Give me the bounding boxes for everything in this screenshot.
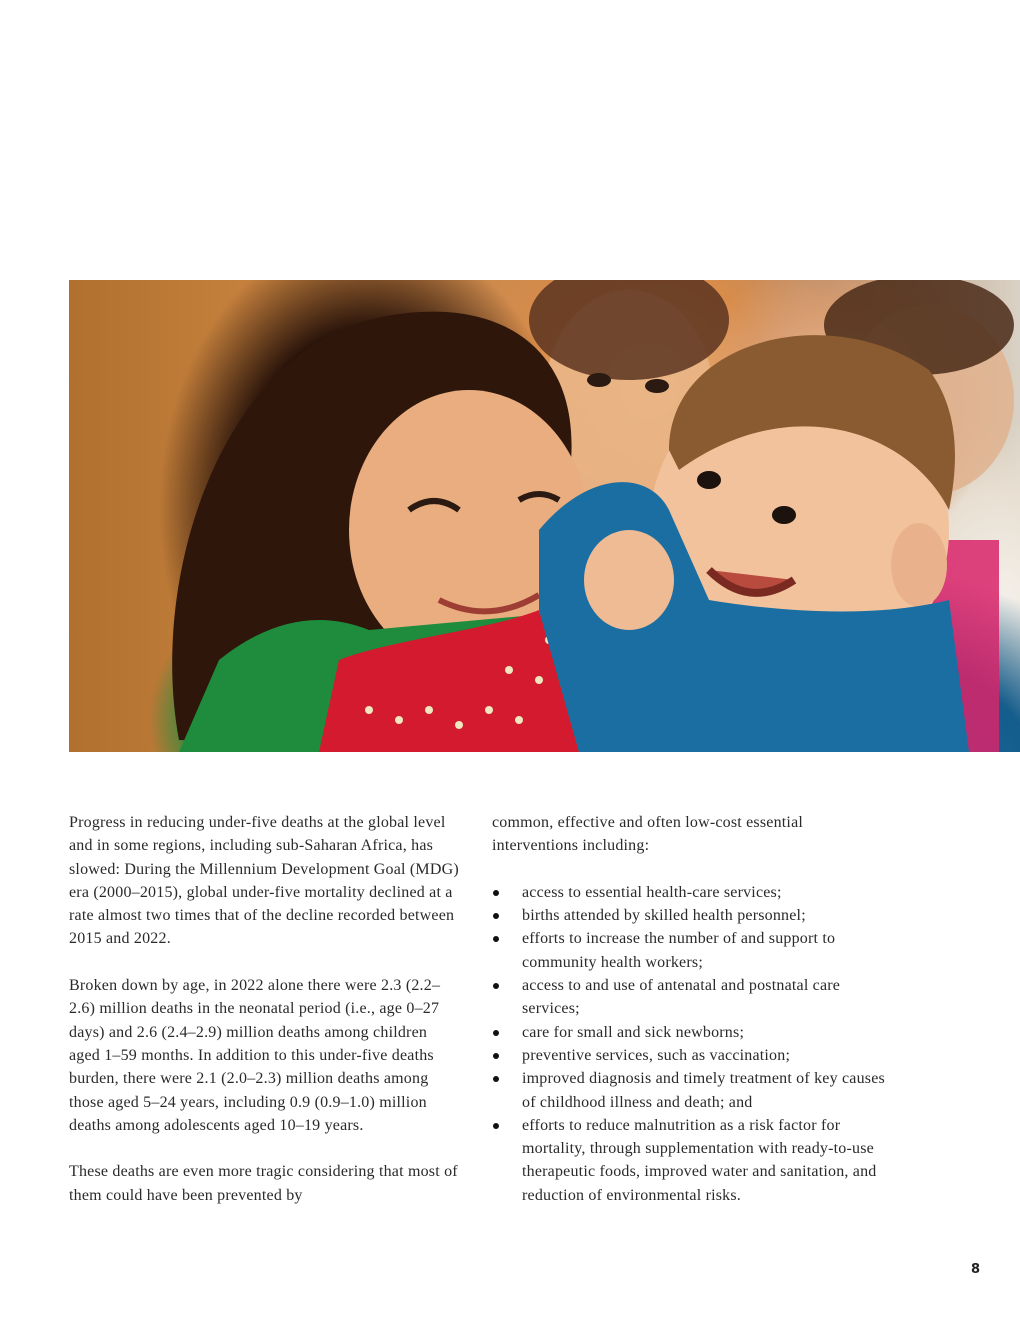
list-item: births attended by skilled health personnel;: [492, 904, 887, 927]
photo-illustration: [69, 280, 1020, 752]
list-item: access to and use of antenatal and postnatal care services;: [492, 974, 887, 1021]
left-column: [69, 811, 459, 1230]
intervention-intro: common, effective and often low-cost essential interventions including:: [492, 814, 804, 855]
page-number: 8: [970, 1262, 980, 1277]
interventions-list: [492, 881, 887, 1207]
list-item: preventive services, such as vaccination;: [492, 1044, 887, 1067]
body-paragraph: Progress in reducing under-five deaths at the global level and in some regions, including sub-Saharan Africa, has slowed: During the Millennium Development Goal (MDG) era (2000–2015), global under-five mortality declined at a rate almost two times that of the decline recorded between 2015 and 2022.: [69, 814, 459, 948]
list-item: improved diagnosis and timely treatment of key causes of childhood illness and death; and: [492, 1067, 887, 1114]
list-item: care for small and sick newborns;: [492, 1021, 887, 1044]
list-item: access to essential health-care services;: [492, 881, 887, 904]
list-item: efforts to reduce malnutrition as a risk factor for mortality, through supplementation with ready-to-use therapeutic foods, improved water and sanitation, and reduction of environmental risks.: [492, 1114, 887, 1207]
list-item: efforts to increase the number of and support to community health workers;: [492, 927, 887, 974]
right-column: [492, 811, 887, 1207]
body-paragraph: Broken down by age, in 2022 alone there were 2.3 (2.2–2.6) million deaths in the neonatal period (i.e., age 0–27 days) and 2.6 (2.4–2.9) million deaths among children aged 1–59 months. In addition to this under-five deaths burden, there were 2.1 (2.0–2.3) million deaths among those aged 5–24 years, including 0.9 (0.9–1.0) million deaths among adolescents aged 10–19 years.: [69, 977, 441, 1134]
body-paragraph: These deaths are even more tragic considering that most of them could have been prevented by: [69, 1163, 458, 1204]
hero-photo: [69, 280, 1020, 752]
